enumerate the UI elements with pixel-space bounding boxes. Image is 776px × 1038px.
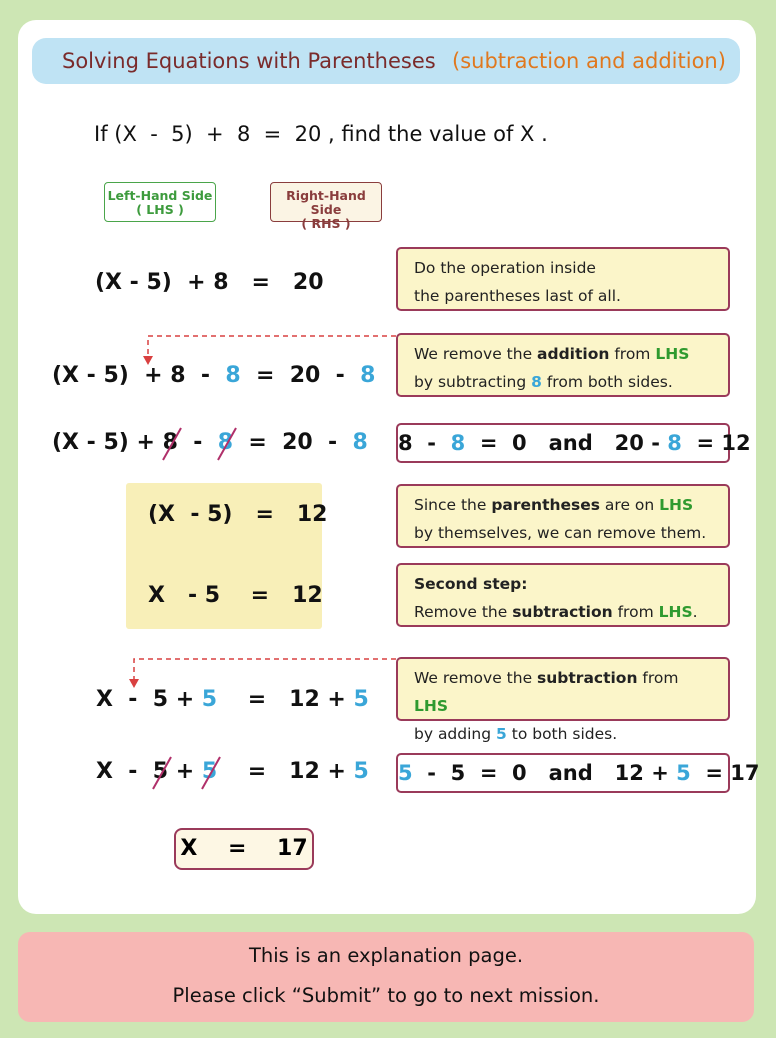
strike-line-icon [214,424,240,462]
footer-line-2: Please click “Submit” to go to next mission. [172,984,600,1007]
eq7-part-c: + [168,759,202,784]
eq2-blue-8-left: 8 [225,363,241,388]
explanation-footer [18,932,754,1022]
equation-step-1: (X - 5) + 8 = 20 [95,270,324,295]
question-text: If (X - 5) + 8 = 20 , find the value of X . [94,122,548,146]
strike-line-icon [198,753,224,791]
equation-step-7 [96,759,369,784]
rhs-tag: Right-Hand Side ( RHS ) [270,182,382,222]
eq3-struck-8: 8 [163,430,178,455]
note-1-line-1: Do the operation inside [414,259,596,277]
eq2-part-a: (X - 5) + 8 - [52,363,226,388]
eq2-blue-8-right: 8 [360,363,376,388]
eq7-struck-5: 5 [153,759,168,784]
eq3-part-c: - [177,430,218,455]
eq7-part-a: X - [96,759,153,784]
eq3-part-e: = 20 - [233,430,353,455]
footer-line-1: This is an explanation page. [248,944,524,967]
equation-step-2 [52,363,375,388]
eq2-part-c: = 20 - [240,363,361,388]
result-box-1: 8 - 8 = 0 and 20 - 8 = 12 [396,423,730,463]
equation-step-4: (X - 5) = 12 [148,502,328,527]
title-bar [32,38,740,84]
eq3-struck-blue-8: 8 [218,430,233,455]
note-2-line-2: by subtracting 8 from both sides. [414,373,673,391]
result-box-2: 5 - 5 = 0 and 12 + 5 = 17 [396,753,730,793]
eq6-part-a: X - 5 + [96,687,202,712]
page-subtitle: (subtraction and addition) [452,49,726,73]
eq7-struck-blue-5: 5 [202,759,217,784]
note-5-line-2: by adding 5 to both sides. [414,725,618,743]
note-1 [396,247,730,311]
equation-step-3 [52,430,368,455]
note-3 [396,484,730,548]
note-1-line-2: the parentheses last of all. [414,287,621,305]
dashed-arrow-2 [128,657,398,691]
eq6-part-c: = 12 + [217,687,354,712]
page-title: Solving Equations with Parentheses [62,49,436,73]
note-4 [396,563,730,627]
note-2 [396,333,730,397]
note-5 [396,657,730,743]
lhs-tag: Left-Hand Side ( LHS ) [104,182,216,222]
note-4-line-1: Second step: [414,575,528,593]
equation-step-6 [96,687,369,712]
eq7-part-e: = 12 + [217,759,354,784]
eq6-blue-5-left: 5 [201,687,218,712]
note-3-line-2: by themselves, we can remove them. [414,524,707,542]
eq7-blue-5: 5 [353,759,369,784]
note-2-line-1: We remove the addition from LHS [414,345,690,363]
eq6-blue-5-right: 5 [353,687,369,712]
eq3-blue-8: 8 [352,430,368,455]
final-answer: X = 17 [174,828,314,870]
strike-line-icon [149,753,175,791]
note-3-line-1: Since the parentheses are on LHS [414,496,694,514]
equation-step-5: X - 5 = 12 [148,583,323,608]
eq3-part-a: (X - 5) + [52,430,163,455]
note-4-line-2: Remove the subtraction from LHS. [414,603,698,621]
strike-line-icon [159,424,185,462]
note-5-line-1: We remove the subtraction from LHS [414,669,679,715]
